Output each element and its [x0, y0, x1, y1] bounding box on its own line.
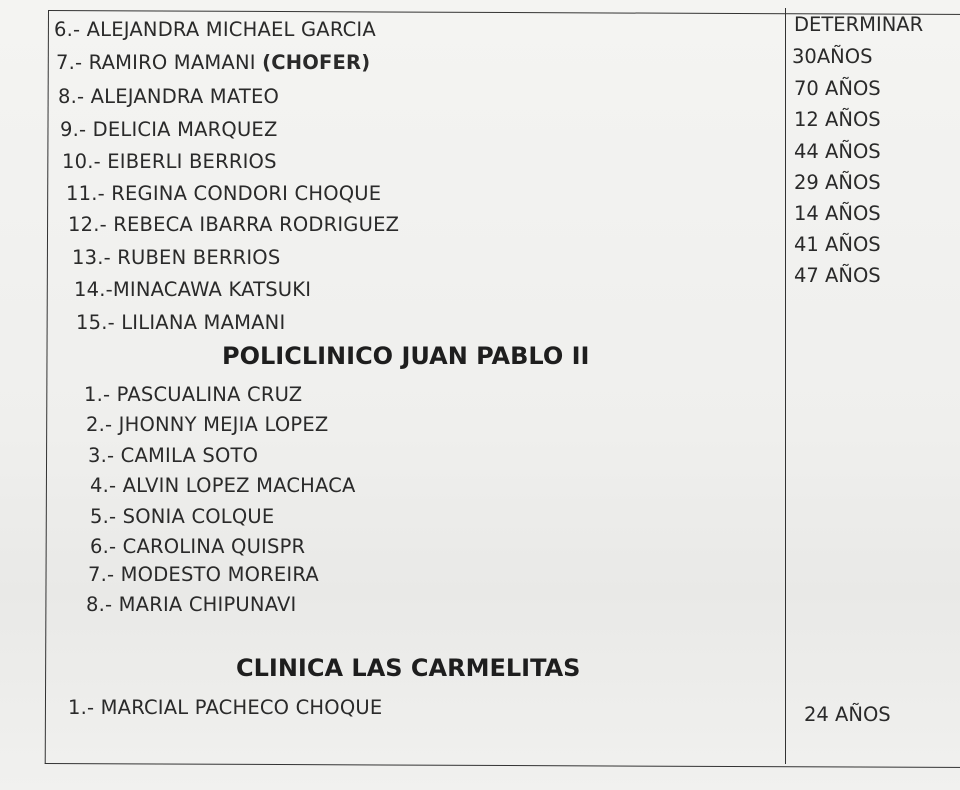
age-value: 14 AÑOS	[794, 202, 881, 225]
age-value: 24 AÑOS	[804, 703, 891, 726]
list-item: 5.- SONIA COLQUE	[90, 505, 275, 528]
person-name: 7.- RAMIRO MAMANI	[56, 51, 256, 74]
section-title-clinica: CLINICA LAS CARMELITAS	[236, 654, 581, 682]
list-item: 8.- ALEJANDRA MATEO	[58, 85, 280, 108]
list-item: 1.- MARCIAL PACHECO CHOQUE	[68, 696, 383, 719]
list-item: 2.- JHONNY MEJIA LOPEZ	[86, 413, 329, 436]
list-item: 7.- MODESTO MOREIRA	[88, 563, 319, 586]
age-value: 41 AÑOS	[794, 233, 881, 256]
column-divider	[785, 8, 786, 764]
list-item: 1.- PASCUALINA CRUZ	[84, 383, 303, 406]
list-item: 9.- DELICIA MARQUEZ	[60, 118, 278, 141]
age-value: 29 AÑOS	[794, 171, 881, 194]
list-item: 12.- REBECA IBARRA RODRIGUEZ	[68, 213, 400, 236]
list-item: 15.- LILIANA MAMANI	[76, 311, 286, 334]
age-value: 47 AÑOS	[794, 264, 881, 287]
age-value: 70 AÑOS	[794, 77, 881, 100]
list-item	[56, 51, 370, 74]
list-item: 13.- RUBEN BERRIOS	[72, 246, 281, 269]
list-item: 8.- MARIA CHIPUNAVI	[86, 593, 297, 616]
age-value: DETERMINAR	[794, 13, 924, 36]
list-item: 6.- ALEJANDRA MICHAEL GARCIA	[54, 18, 376, 41]
list-item: 10.- EIBERLI BERRIOS	[62, 150, 277, 173]
list-item: 11.- REGINA CONDORI CHOQUE	[66, 182, 382, 205]
age-value: 12 AÑOS	[794, 108, 881, 131]
section-title-policlinico: POLICLINICO JUAN PABLO II	[222, 342, 590, 370]
role-tag: (CHOFER)	[262, 51, 371, 74]
list-item: 14.-MINACAWA KATSUKI	[74, 278, 312, 301]
list-item: 3.- CAMILA SOTO	[88, 444, 259, 467]
age-value: 30AÑOS	[792, 45, 873, 68]
list-item: 6.- CAROLINA QUISPR	[90, 535, 306, 558]
age-value: 44 AÑOS	[794, 140, 881, 163]
list-item: 4.- ALVIN LOPEZ MACHACA	[90, 474, 356, 497]
